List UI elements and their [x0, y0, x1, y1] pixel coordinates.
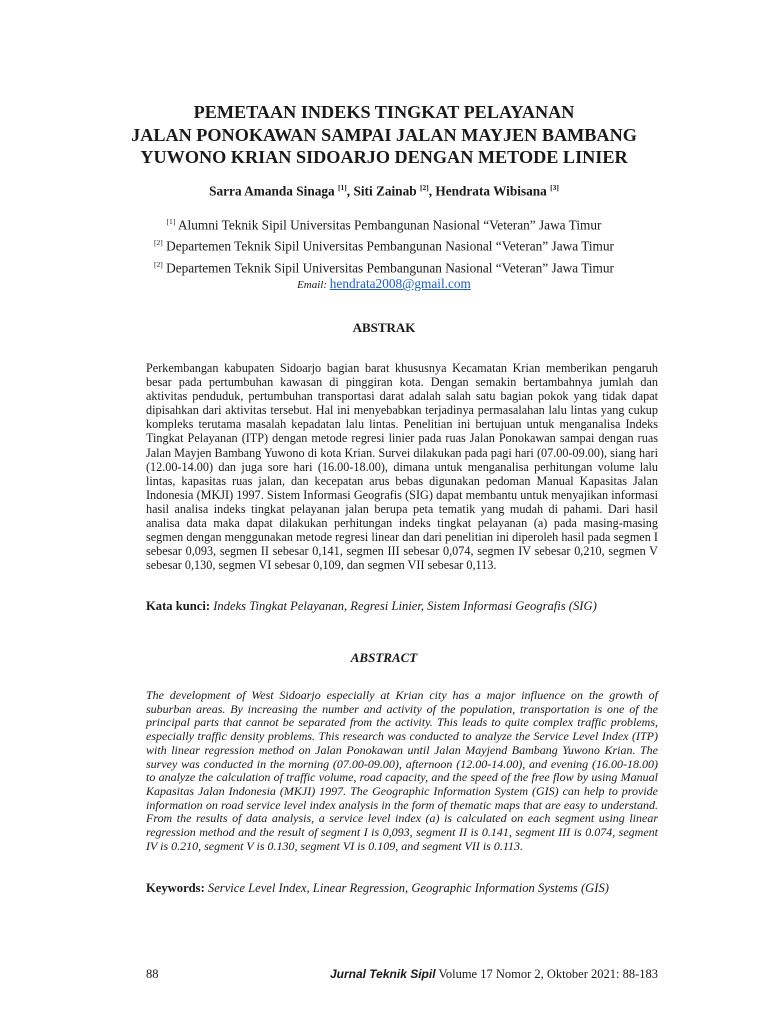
kata-kunci-text: Indeks Tingkat Pelayanan, Regresi Linier, Sistem Informasi Geografis (SIG) — [213, 599, 597, 613]
kata-kunci — [146, 599, 658, 614]
affiliation-text: Departemen Teknik Sipil Universitas Pembangunan Nasional “Veteran” Jawa Timur — [166, 260, 614, 276]
kata-kunci-label: Kata kunci: — [146, 599, 211, 613]
author-name: Hendrata Wibisana — [435, 183, 547, 199]
keywords — [146, 881, 658, 896]
affiliation-text: Alumni Teknik Sipil Universitas Pembangunan Nasional “Veteran” Jawa Timur — [177, 217, 602, 233]
journal-name: Jurnal Teknik Sipil — [329, 967, 436, 981]
paper-title — [60, 101, 708, 169]
title-line: JALAN PONOKAWAN SAMPAI JALAN MAYJEN BAMBANG — [131, 124, 637, 145]
email-link[interactable]: hendrata2008@gmail.com — [329, 276, 471, 292]
affiliation-line — [60, 234, 708, 255]
abstrak-text: Perkembangan kabupaten Sidoarjo bagian barat khususnya Kecamatan Krian memberikan pengaruh besar pada pertumbuhan kawasan di pinggiran kota. Dengan semakin bertambahnya jumlah dan aktivitas penduduk, pertumbuhan transportasi darat adalah salah satu bagian pokok yang tidak dapat dipisahkan dari aktivitas tersebut. Hal ini menyebabkan terjadinya permasalahan lalu lintas yang cukup kompleks terutama masalah kepadatan lalu lintas. Penelitian ini bertujuan untuk menganalisa Indeks Tingkat Pelayanan (ITP) dengan metode regresi linier pada ruas Jalan Ponokawan sampai dengan ruas Jalan Mayjen Bambang Yuwono di kota Krian. Survei dilakukan pada pagi hari (07.00-09.00), siang hari (12.00-14.00) dan juga sore hari (16.00-18.00), dimana untuk menganalisa perhitungan volume lalu lintas, kapasitas ruas jalan, dan kecepatan arus bebas digunakan pedoman Manual Kapasitas Jalan Indonesia (MKJI) 1997. Sistem Informasi Geografis (SIG) dapat membantu untuk menyajikan informasi hasil analisa indeks tingkat pelayanan jalan berupa peta tematik yang mudah di pahami. Dari hasil analisa data maka dapat dilakukan perhitungan indeks tingkat pelayanan (a) pada masing-masing segmen dengan menggunakan metode regresi linear dan dari penelitian ini diperoleh hasil pada segmen I sebesar 0,093, segmen II sebesar 0,141, segmen III sebesar 0,074, segmen IV sebesar 0,210, segmen V sebesar 0,130, segmen VI sebesar 0,109, dan segmen VII sebesar 0,113. — [146, 361, 658, 573]
email-colon: : — [323, 279, 330, 292]
affiliations — [60, 213, 708, 292]
author-ref: [2] — [419, 183, 429, 192]
title-line: YUWONO KRIAN SIDOARJO DENGAN METODE LINIER — [140, 147, 628, 167]
author-name: Sarra Amanda Sinaga — [209, 183, 335, 199]
abstract-text: The development of West Sidoarjo especially at Krian city has a major influence on the growth of suburban areas. By increasing the number and activity of the population, transportation is one of the principal parts that cannot be separated from the activity. This leads to quite complex traffic problems, especially traffic density problems. This research was conducted to analyze the Service Level Index (ITP) with linear regression method on Jalan Ponokawan until Jalan Mayjend Bambang Yuwono Krian. The survey was conducted in the morning (07.00-09.00), afternoon (12.00-14.00), and evening (16.00-18.00) to analyze the calculation of traffic volume, road capacity, and the speed of the free flow by using Manual Kapasitas Jalan Indonesia (MKJI) 1997. The Geographic Information System (GIS) can help to provide information on road service level index analysis in the form of thematic maps that are easy to understand. From the results of data analysis, a service level index (a) is calculated on each segment using linear regression method and the result of segment I is 0,093, segment II is 0.141, segment III is 0.074, segment IV is 0.210, segment V is 0.130, segment VI is 0.109, and segment VII is 0.113. — [146, 688, 658, 853]
author-ref: [3] — [550, 183, 559, 192]
author-separator: , — [428, 183, 436, 199]
author-ref: [1] — [338, 183, 347, 192]
page-number: 88 — [146, 967, 159, 981]
journal-citation — [330, 967, 658, 982]
affiliation-ref: [2] — [154, 259, 163, 269]
keywords-text: Service Level Index, Linear Regression, Geographic Information Systems (GIS) — [207, 881, 609, 895]
affiliation-line — [60, 256, 708, 277]
keywords-label: Keywords: — [146, 881, 205, 895]
email-line — [60, 277, 708, 292]
journal-issue: Volume 17 Nomor 2, Oktober 2021: 88-183 — [435, 967, 658, 981]
abstrak-heading: ABSTRAK — [352, 320, 416, 335]
affiliation-ref: [1] — [166, 217, 176, 226]
abstract-heading: ABSTRACT — [350, 650, 418, 665]
author-name: Siti Zainab — [353, 183, 417, 199]
email-label: Email — [297, 279, 324, 292]
title-line: PEMETAAN INDEKS TINGKAT PELAYANAN — [193, 102, 575, 122]
author-separator: , — [346, 183, 354, 199]
affiliation-ref: [2] — [154, 238, 163, 248]
affiliation-text: Departemen Teknik Sipil Universitas Pembangunan Nasional “Veteran” Jawa Timur — [166, 238, 614, 254]
page-footer — [146, 967, 658, 982]
affiliation-line — [60, 213, 708, 234]
author-list — [60, 183, 708, 199]
